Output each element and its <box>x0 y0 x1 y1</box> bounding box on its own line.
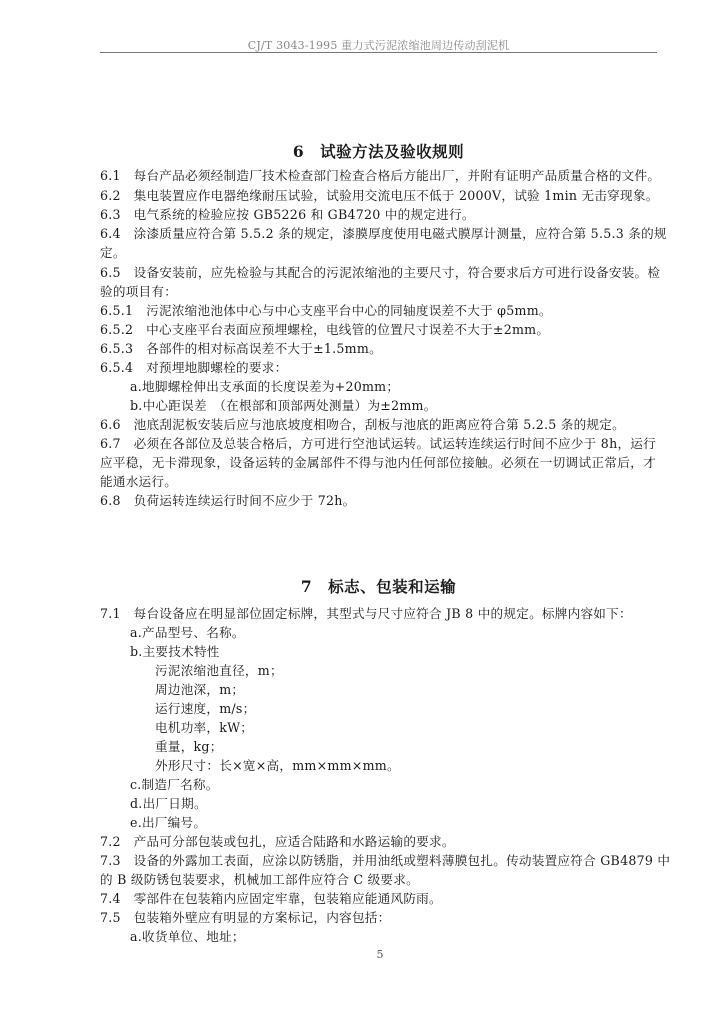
clause-7-3-cont: 的 B 级防锈包装要求，机械加工部件应符合 C 级要求。 <box>100 872 419 887</box>
clause-6-3: 6.3 电气系统的检验应按 GB5226 和 GB4720 中的规定进行。 <box>100 207 475 222</box>
clause-6-7-cont-1: 应平稳，无卡滞现象，设备运转的金属部件不得与池内任何部位接触。必须在一切调试正常后，才 <box>100 455 656 470</box>
section-7-number: 7 <box>300 577 313 596</box>
clause-7-1-d: d.出厂日期。 <box>130 796 207 811</box>
section-6-heading <box>100 140 657 162</box>
spec-diameter: 污泥浓缩池直径，m； <box>155 663 283 678</box>
clause-6-1: 6.1 每台产品必须经制造厂技术检查部门检查合格后方能出厂，并附有证明产品质量合格的文件。 <box>100 168 661 183</box>
section-6-number: 6 <box>292 142 305 161</box>
clause-6-5-4: 6.5.4 对预埋地脚螺栓的要求： <box>100 360 288 375</box>
clause-7-5: 7.5 包装箱外壁应有明显的方案标记，内容包括： <box>100 910 391 925</box>
clause-6-4-cont: 定。 <box>100 245 126 260</box>
clause-6-2: 6.2 集电装置应作电器绝缘耐压试验，试验用交流电压不低于 2000V，试验 1min 无击穿现象。 <box>100 188 659 203</box>
clause-6-5-3: 6.5.3 各部件的相对标高误差不大于±1.5mm。 <box>100 341 382 356</box>
clause-7-1-b: b.主要技术特性 <box>130 644 220 659</box>
spec-power: 电机功率，kW； <box>155 720 254 735</box>
header-rule <box>100 52 657 53</box>
spec-depth: 周边池深，m； <box>155 682 245 697</box>
spec-weight: 重量，kg； <box>155 739 223 754</box>
clause-6-5-4-b: b.中心距误差 （在根部和顶部两处测量）为±2mm。 <box>130 398 437 413</box>
section-7-title: 标志、包装和运输 <box>328 577 457 596</box>
clause-6-7-cont-2: 能通水运行。 <box>100 474 178 489</box>
clause-6-5-4-a: a.地脚螺栓伸出支承面的长度误差为+20mm； <box>130 379 400 394</box>
clause-7-1-c: c.制造厂名称。 <box>130 777 219 792</box>
clause-6-8: 6.8 负荷运转连续运行时间不应少于 72h。 <box>100 493 356 508</box>
clause-7-1: 7.1 每台设备应在明显部位固定标牌，其型式与尺寸应符合 JB 8 中的规定。标牌内容如下： <box>100 606 632 621</box>
clause-7-4: 7.4 零部件在包装箱内应固定牢靠，包装箱应能通风防雨。 <box>100 891 442 906</box>
clause-6-7: 6.7 必须在各部位及总装合格后，方可进行空池试运转。试运转连续运行时间不应少于 8h，运行 <box>100 436 656 451</box>
spec-speed: 运行速度，m/s； <box>155 701 256 716</box>
clause-6-5-1: 6.5.1 污泥浓缩池池体中心与中心支座平台中心的同轴度误差不大于 φ5mm。 <box>100 303 552 318</box>
clause-7-1-e: e.出厂编号。 <box>130 815 207 830</box>
clause-6-5: 6.5 设备安装前，应先检验与其配合的污泥浓缩池的主要尺寸，符合要求后方可进行设备安装。检 <box>100 265 661 280</box>
section-7-heading <box>100 575 657 597</box>
clause-7-2: 7.2 产品可分部包装或包扎，应适合陆路和水路运输的要求。 <box>100 834 455 849</box>
clause-7-1-a: a.产品型号、名称。 <box>130 625 245 640</box>
clause-7-3: 7.3 设备的外露加工表面，应涂以防锈脂，并用油纸或塑料薄膜包扎。传动装置应符合 GB4879 中 <box>100 853 671 868</box>
spec-dimensions: 外形尺寸：长×宽×高，mm×mm×mm。 <box>155 758 400 773</box>
section-6-title: 试验方法及验收规则 <box>320 142 465 161</box>
page-number: 5 <box>376 948 384 961</box>
clause-6-4: 6.4 涂漆质量应符合第 5.5.2 条的规定，漆膜厚度使用电磁式膜厚计测量，应符合第 5.5.3 条的规 <box>100 226 667 241</box>
clause-7-5-a: a.收货单位、地址； <box>130 929 245 944</box>
clause-6-5-2: 6.5.2 中心支座平台表面应预埋螺栓，电线管的位置尺寸误差不大于±2mm。 <box>100 322 550 337</box>
clause-6-5-cont: 验的项目有： <box>100 284 178 299</box>
clause-6-6: 6.6 池底刮泥板安装后应与池底坡度相吻合，刮板与池底的距离应符合第 5.2.5 条的规定。 <box>100 417 625 432</box>
running-header: CJ/T 3043-1995 重力式污泥浓缩池周边传动刮泥机 <box>247 39 510 52</box>
